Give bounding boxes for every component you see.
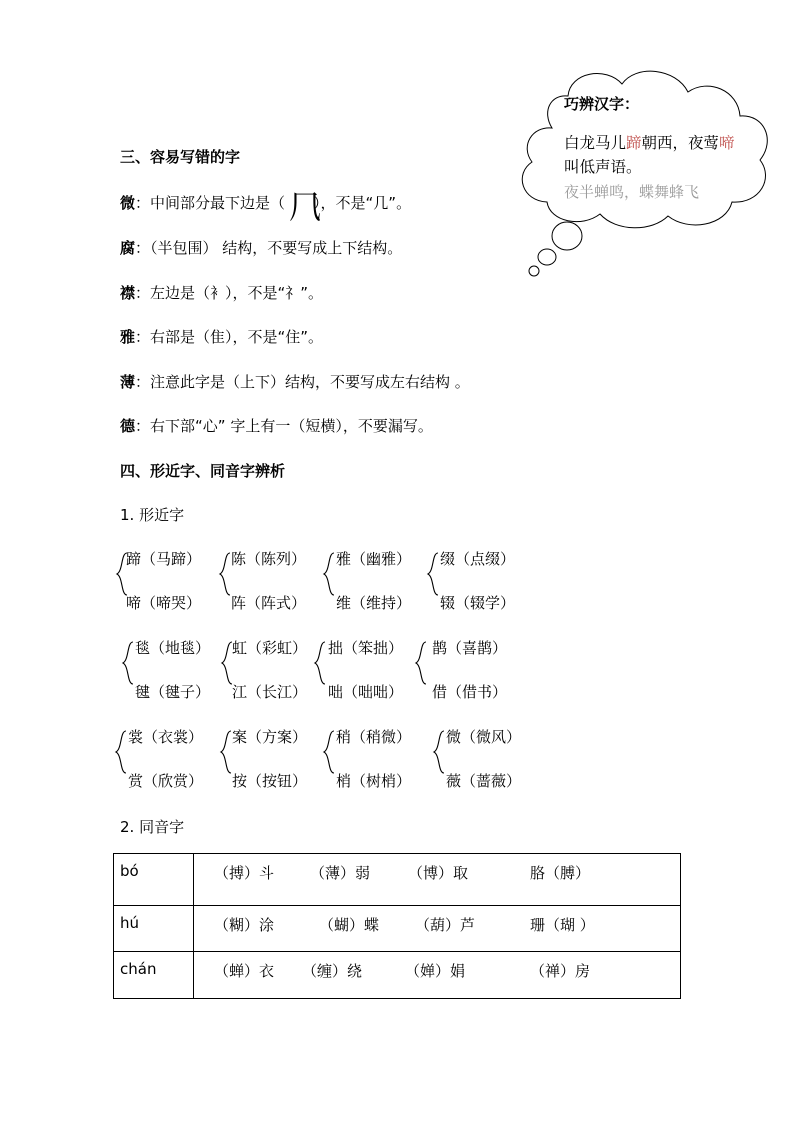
homophone-table [113, 853, 681, 999]
pair-item: 鹊（喜鹊） [432, 639, 508, 657]
section-4-heading: 四、形近字、同音字辨析 [120, 462, 286, 480]
pair-item: 裳（衣裳） [128, 728, 204, 746]
brace [426, 551, 440, 597]
item-fu: 腐：（半包围） 结构，不要写成上下结构。 [120, 239, 403, 257]
word: 胳（膊） [530, 864, 591, 882]
words-cell [194, 906, 681, 952]
word: （婵）娟 [405, 962, 466, 980]
word: （蝴）蝶 [319, 916, 380, 934]
brace [414, 640, 428, 686]
pair-item: 稍（稍微） [336, 728, 412, 746]
brace [114, 729, 128, 775]
pair-item: 咄（咄咄） [328, 683, 404, 701]
cloud-cut-off-line [564, 180, 699, 189]
section-3-heading: 三、容易写错的字 [120, 148, 241, 166]
brace [313, 640, 327, 686]
glyph-ji: 𠘨 [289, 188, 322, 226]
pair-item: 陈（陈列） [231, 550, 307, 568]
item-ya: 雅：右部是（隹），不是“住”。 [120, 328, 324, 346]
words-cell [194, 952, 681, 999]
pair-item: 缀（点缀） [440, 550, 516, 568]
item-wei: 微：中间部分最下边是（ 𠘨 ），不是“几”。 [120, 192, 411, 213]
pinyin-cell: bó [114, 854, 194, 906]
pair-item: 江（长江） [232, 683, 308, 701]
word: （缠）绕 [302, 962, 363, 980]
word: （糊）涂 [214, 916, 275, 934]
item-bao: 薄：注意此字是（上下）结构，不要写成左右结构 。 [120, 373, 470, 391]
pair-item: 虹（彩虹） [232, 639, 308, 657]
item-jin: 襟：左边是（衤），不是“礻”。 [120, 284, 324, 302]
word: （搏）斗 [214, 864, 275, 882]
pair-item: 案（方案） [232, 728, 308, 746]
pair-item: 梢（树梢） [336, 772, 412, 790]
pair-item: 维（维持） [336, 594, 412, 612]
pinyin-cell: hú [114, 906, 194, 952]
pair-item: 啼（啼哭） [126, 594, 202, 612]
word: （博）取 [408, 864, 469, 882]
brace [218, 551, 232, 597]
pair-item: 雅（幽雅） [336, 550, 412, 568]
brace [322, 551, 336, 597]
pair-item: 毽（毽子） [135, 683, 211, 701]
pinyin-cell: chán [114, 952, 194, 999]
sub-heading-homophone: 2. 同音字 [120, 818, 185, 836]
table-row [114, 854, 681, 906]
pair-item: 蹄（马蹄） [126, 550, 202, 568]
word: 珊（瑚 ） [530, 916, 595, 934]
word: （禅）房 [530, 962, 591, 980]
pair-item: 拙（笨拙） [328, 639, 404, 657]
brace [121, 640, 135, 686]
word: （薄）弱 [310, 864, 371, 882]
cloud-text: 白龙马儿蹄朝西，夜莺啼叫低声语。 [564, 134, 735, 176]
sub-heading-similar: 1. 形近字 [120, 506, 185, 524]
pair-item: 辍（辍学） [440, 594, 516, 612]
table-row [114, 906, 681, 952]
pair-item: 薇（蔷薇） [446, 772, 522, 790]
word: （葫）芦 [415, 916, 476, 934]
pair-item: 赏（欣赏） [128, 772, 204, 790]
brace [322, 729, 336, 775]
item-de: 德：右下部“心” 字上有一（短横），不要漏写。 [120, 417, 433, 435]
brace [219, 729, 233, 775]
words-cell [194, 854, 681, 906]
pair-item: 借（借书） [432, 683, 508, 701]
table-row [114, 952, 681, 999]
pair-item: 微（微风） [446, 728, 522, 746]
tip-cloud [512, 56, 782, 276]
pair-item: 按（按钮） [232, 772, 308, 790]
brace [432, 729, 446, 775]
word: （蝉）衣 [214, 962, 275, 980]
pair-item: 毯（地毯） [135, 639, 211, 657]
pair-item: 阵（阵式） [231, 594, 307, 612]
cloud-title: 巧辨汉字： [564, 95, 640, 113]
